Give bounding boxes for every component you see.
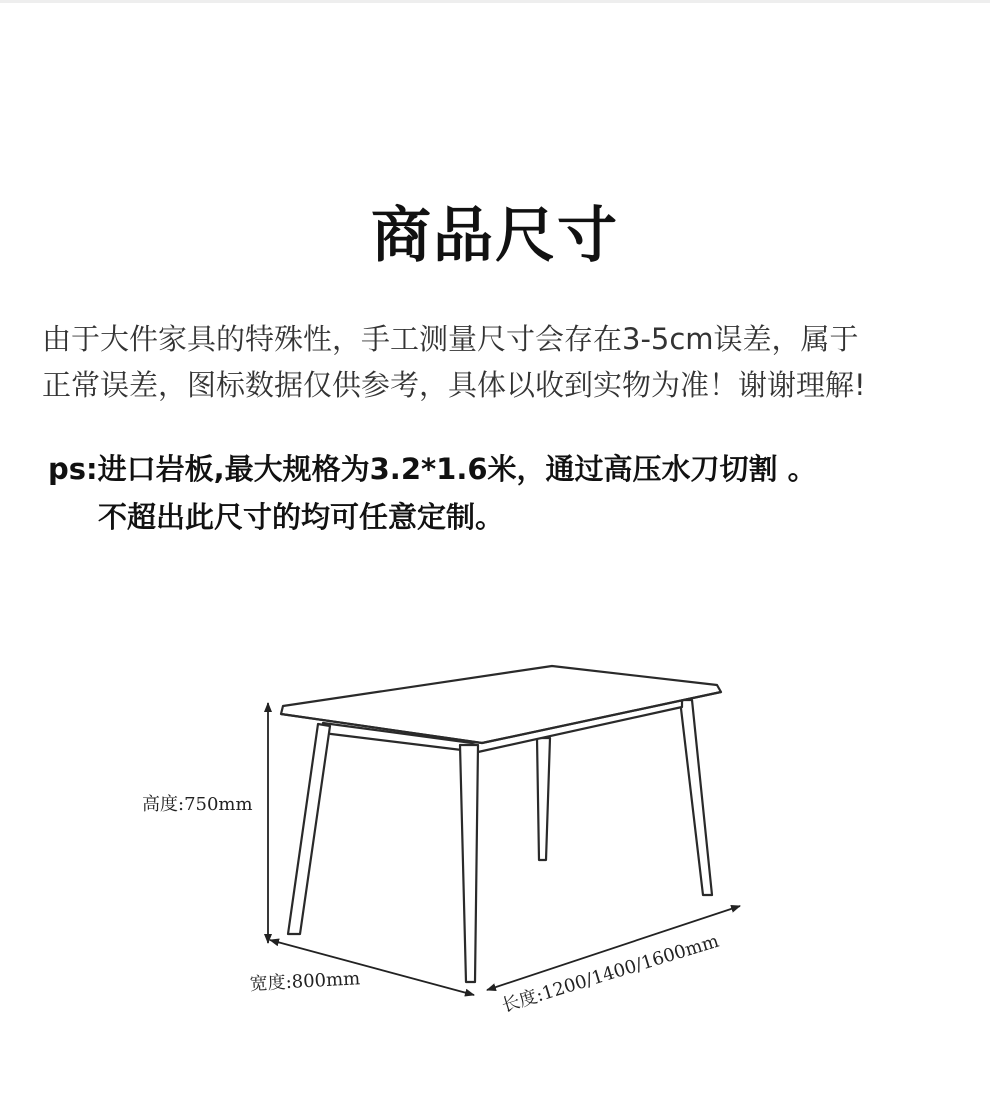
- notice-line-1: 由于大件家具的特殊性，手工测量尺寸会存在3-5cm误差，属于: [42, 322, 859, 356]
- ps-line-2: 不超出此尺寸的均可任意定制。: [98, 500, 505, 534]
- ps-line-1: ps:进口岩板,最大规格为3.2*1.6米，通过高压水刀切割 。: [48, 452, 817, 486]
- notice-line-2: 正常误差，图标数据仅供参考，具体以收到实物为准！谢谢理解!: [42, 368, 866, 402]
- width-label: 宽度:800mm: [249, 968, 361, 995]
- page-title: 商品尺寸: [371, 201, 619, 271]
- length-label: 长度:1200/1400/1600mm: [499, 930, 722, 1017]
- height-label: 高度:750mm: [142, 794, 253, 815]
